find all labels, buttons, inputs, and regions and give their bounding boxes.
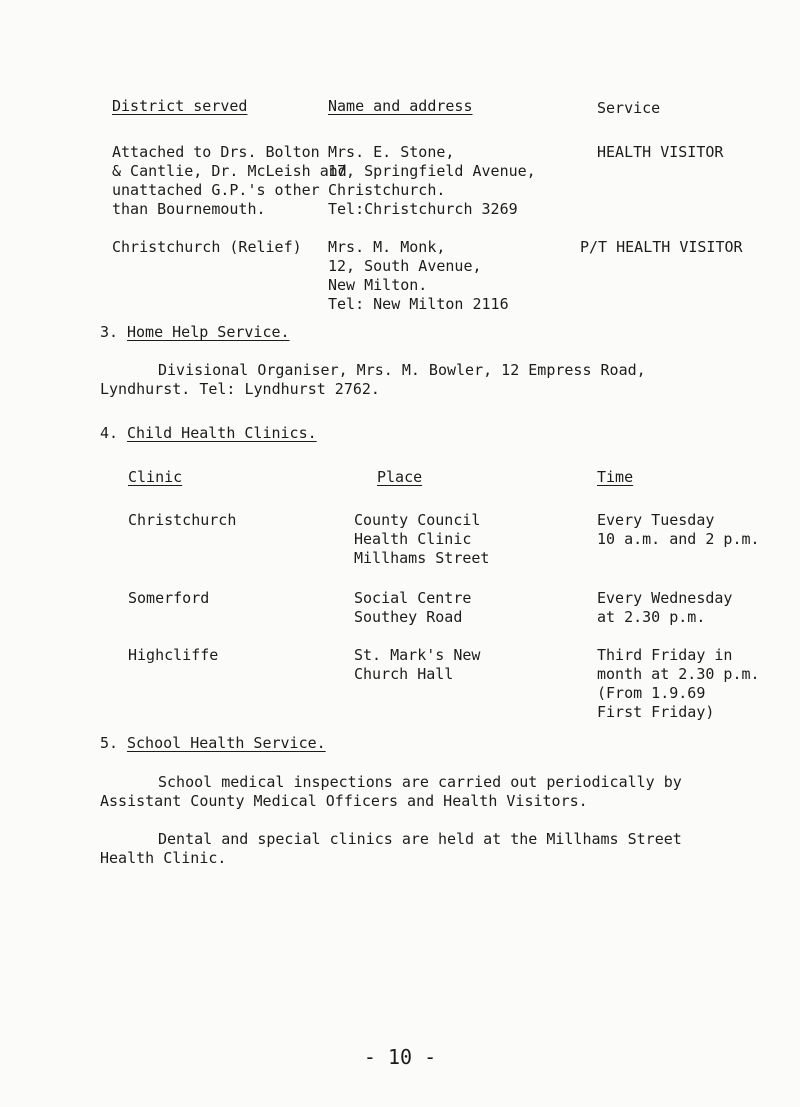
- section4-number: 4.: [100, 424, 119, 442]
- clinic-row1-name: Christchurch: [128, 511, 237, 529]
- page-number: - 10 -: [363, 1045, 437, 1069]
- section5-paragraph-2: Dental and special clinics are held at the Millhams Street Health Clinic.: [100, 830, 682, 867]
- clinic-header: Clinic: [128, 468, 183, 486]
- time-header: Time: [597, 468, 634, 486]
- clinic-row2-time: Every Wednesday at 2.30 p.m.: [597, 589, 733, 626]
- section3-text: Divisional Organiser, Mrs. M. Bowler, 12 Empress Road, Lyndhurst. Tel: Lyndhurst 2762.: [100, 361, 646, 398]
- section5-heading: School Health Service.: [127, 734, 326, 752]
- clinic-row2-name: Somerford: [128, 589, 210, 607]
- place-header: Place: [377, 468, 423, 486]
- row2-district: Christchurch (Relief): [112, 238, 302, 256]
- row2-name-address: Mrs. M. Monk, 12, South Avenue, New Milton. Tel: New Milton 2116: [328, 238, 509, 313]
- header-name-address: Name and address: [328, 97, 473, 115]
- row1-service: HEALTH VISITOR: [597, 143, 724, 161]
- section3-number: 3.: [100, 323, 119, 341]
- section5-paragraph-1: School medical inspections are carried out periodically by Assistant County Medical Officers and Health Visitors.: [100, 773, 682, 810]
- clinic-row3-name: Highcliffe: [128, 646, 219, 664]
- row2-service: P/T HEALTH VISITOR: [580, 238, 743, 256]
- section3-heading: Home Help Service.: [127, 323, 290, 341]
- clinic-row1-place: County Council Health Clinic Millhams Street: [354, 511, 490, 567]
- section5-number: 5.: [100, 734, 119, 752]
- clinic-row2-place: Social Centre Southey Road: [354, 589, 472, 626]
- header-district-served: District served: [112, 97, 248, 115]
- header-service: Service: [597, 99, 661, 117]
- row1-district: Attached to Drs. Bolton & Cantlie, Dr. McLeish and unattached G.P.'s other than Bournemouth.: [112, 143, 347, 218]
- section4-heading: Child Health Clinics.: [127, 424, 317, 442]
- row1-name-address: Mrs. E. Stone, 17, Springfield Avenue, Christchurch. Tel:Christchurch 3269: [328, 143, 536, 218]
- clinic-row3-place: St. Mark's New Church Hall: [354, 646, 481, 683]
- clinic-row3-time: Third Friday in month at 2.30 p.m. (From 1.9.69 First Friday): [597, 646, 760, 721]
- clinic-row1-time: Every Tuesday 10 a.m. and 2 p.m.: [597, 511, 760, 548]
